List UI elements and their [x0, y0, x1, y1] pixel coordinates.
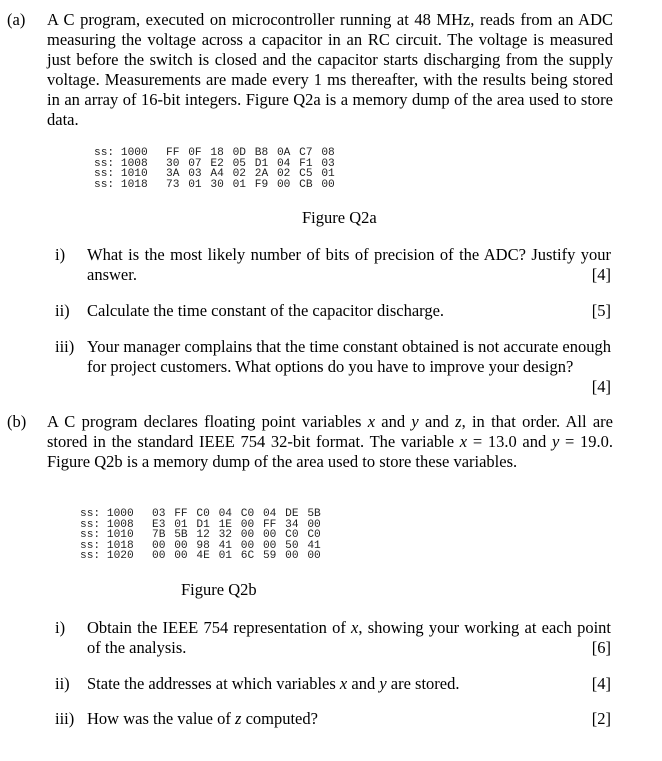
dump-byte: 34	[285, 518, 299, 531]
dump-byte: B8	[254, 147, 269, 159]
dump-byte: 01	[218, 550, 232, 563]
dump-row	[80, 509, 330, 520]
dump-address: ss: 1010	[80, 529, 134, 542]
dump-byte: 00	[152, 550, 166, 563]
question-number: ii)	[55, 301, 70, 320]
question-marks: [2]	[591, 709, 611, 728]
question-text: What is the most likely number of bits of precision of the ADC? Justify your answer.	[87, 245, 611, 284]
dump-byte: C0	[240, 508, 255, 520]
question-text: Calculate the time constant of the capacitor discharge.	[87, 301, 445, 320]
memory-dump-q2a	[94, 148, 344, 190]
dump-address: ss: 1000	[80, 508, 134, 520]
dump-byte: 04	[262, 508, 277, 520]
dump-byte: 03	[152, 508, 166, 520]
question-marks: [4]	[591, 377, 611, 396]
dump-row	[80, 551, 330, 562]
part-b-label: (b)	[7, 412, 27, 431]
dump-byte: 01	[321, 168, 335, 181]
dump-byte: 30	[210, 178, 224, 191]
part-b-text: A C program declares floating point variables x and y and z, in that order. All are stored in the standard IEEE 754 32-bit format. The variable x = 13.0 and y = 19.0. Figure Q2b is a memory dump of the area used to store these variables.	[47, 412, 614, 471]
variable-z: z	[455, 412, 462, 431]
dump-byte: 59	[262, 550, 277, 563]
dump-address: ss: 1008	[80, 518, 134, 531]
question-text: Obtain the IEEE 754 representation of x, showing your working at each point of the analysis.	[87, 618, 611, 657]
dump-byte: 00	[276, 178, 291, 191]
dump-byte: 30	[166, 157, 180, 170]
dump-byte: 73	[166, 178, 180, 191]
dump-byte: 50	[285, 539, 299, 552]
variable-y: y	[411, 412, 419, 431]
dump-byte: E3	[152, 518, 166, 531]
question-text: Your manager complains that the time constant obtained is not accurate enough for project customers. What options do you have to improve your design?	[87, 337, 611, 376]
dump-byte: D1	[254, 157, 269, 170]
question-text: State the addresses at which variables x and y are stored.	[87, 674, 460, 693]
part-a-label: (a)	[7, 10, 26, 29]
question-number: i)	[55, 618, 66, 637]
question-marks: [5]	[591, 301, 611, 320]
dump-byte: 01	[174, 518, 188, 531]
dump-byte: C0	[196, 508, 210, 520]
dump-byte: 01	[232, 178, 246, 191]
dump-byte: C0	[307, 529, 321, 542]
dump-byte: A4	[210, 168, 224, 181]
dump-byte: 00	[174, 539, 188, 552]
question-number: iii)	[55, 709, 75, 728]
dump-byte: 0F	[188, 147, 202, 159]
dump-byte: 00	[262, 539, 277, 552]
question-marks: [6]	[591, 638, 611, 657]
dump-byte: FF	[174, 508, 188, 520]
dump-byte: 04	[276, 157, 291, 170]
dump-byte: C5	[299, 168, 313, 181]
dump-byte: 08	[321, 147, 335, 159]
question-number: ii)	[55, 674, 70, 693]
question-marks: [4]	[591, 674, 611, 693]
question-marks: [4]	[591, 265, 611, 284]
dump-byte: F1	[299, 157, 313, 170]
dump-byte: 03	[321, 157, 335, 170]
dump-byte: 1E	[218, 518, 232, 531]
dump-byte: 41	[307, 539, 321, 552]
dump-byte: DE	[285, 508, 299, 520]
dump-byte: C7	[299, 147, 313, 159]
dump-byte: 02	[232, 168, 246, 181]
dump-byte: E2	[210, 157, 224, 170]
memory-dump-q2b	[80, 509, 330, 562]
variable-y: y	[379, 674, 387, 693]
dump-byte: 6C	[240, 550, 255, 563]
dump-byte: 03	[188, 168, 202, 181]
dump-byte: 3A	[166, 168, 180, 181]
variable-y: y	[551, 432, 560, 451]
dump-byte: 00	[321, 178, 335, 191]
dump-byte: 12	[196, 529, 210, 542]
dump-byte: 5B	[174, 529, 188, 542]
dump-byte: F9	[254, 178, 269, 191]
variable-x: x	[367, 412, 376, 431]
dump-address: ss: 1008	[94, 157, 148, 170]
dump-byte: C0	[285, 529, 299, 542]
dump-address: ss: 1018	[80, 539, 134, 552]
dump-byte: 5B	[307, 508, 321, 520]
dump-byte: 18	[210, 147, 224, 159]
dump-byte: D1	[196, 518, 210, 531]
dump-byte: 41	[218, 539, 232, 552]
question-number: iii)	[55, 337, 75, 356]
dump-byte: 00	[307, 550, 321, 563]
question-number: i)	[55, 245, 66, 264]
part-a-text: A C program, executed on microcontroller running at 48 MHz, reads from an ADC measuring the voltage across a capacitor in an RC circuit. The voltage is measured just before the switch is closed and the capacitor starts discharging from the supply voltage. Measurements are made every 1 ms thereafter, with the results being stored in an array of 16-bit integers. Figure Q2a is a memory dump of the area used to store data.	[47, 10, 613, 129]
dump-byte: 00	[240, 539, 255, 552]
dump-byte: FF	[166, 147, 180, 159]
dump-byte: 00	[307, 518, 321, 531]
dump-byte: FF	[262, 518, 277, 531]
dump-byte: 0A	[276, 147, 291, 159]
variable-x: x	[339, 674, 348, 693]
variable-x: x	[459, 432, 468, 451]
dump-address: ss: 1018	[94, 178, 148, 191]
dump-byte: CB	[299, 178, 313, 191]
figure-q2b-caption: Figure Q2b	[181, 580, 257, 599]
dump-byte: 7B	[152, 529, 166, 542]
dump-byte: 01	[188, 178, 202, 191]
dump-byte: 00	[240, 518, 255, 531]
dump-row	[94, 148, 344, 159]
variable-z: z	[235, 709, 242, 728]
dump-byte: 0D	[232, 147, 246, 159]
dump-address: ss: 1020	[80, 550, 134, 563]
dump-byte: 00	[262, 529, 277, 542]
dump-byte: 00	[174, 550, 188, 563]
dump-byte: 04	[218, 508, 232, 520]
dump-byte: 00	[240, 529, 255, 542]
dump-byte: 00	[285, 550, 299, 563]
figure-q2a-caption: Figure Q2a	[302, 208, 377, 227]
question-text: How was the value of z computed?	[87, 709, 318, 728]
variable-x: x	[351, 618, 359, 637]
dump-byte: 2A	[254, 168, 269, 181]
dump-byte: 02	[276, 168, 291, 181]
dump-byte: 07	[188, 157, 202, 170]
dump-byte: 4E	[196, 550, 210, 563]
dump-byte: 32	[218, 529, 232, 542]
dump-row	[94, 180, 344, 191]
dump-byte: 98	[196, 539, 210, 552]
dump-byte: 05	[232, 157, 246, 170]
dump-address: ss: 1000	[94, 147, 148, 159]
dump-address: ss: 1010	[94, 168, 148, 181]
dump-byte: 00	[152, 539, 166, 552]
